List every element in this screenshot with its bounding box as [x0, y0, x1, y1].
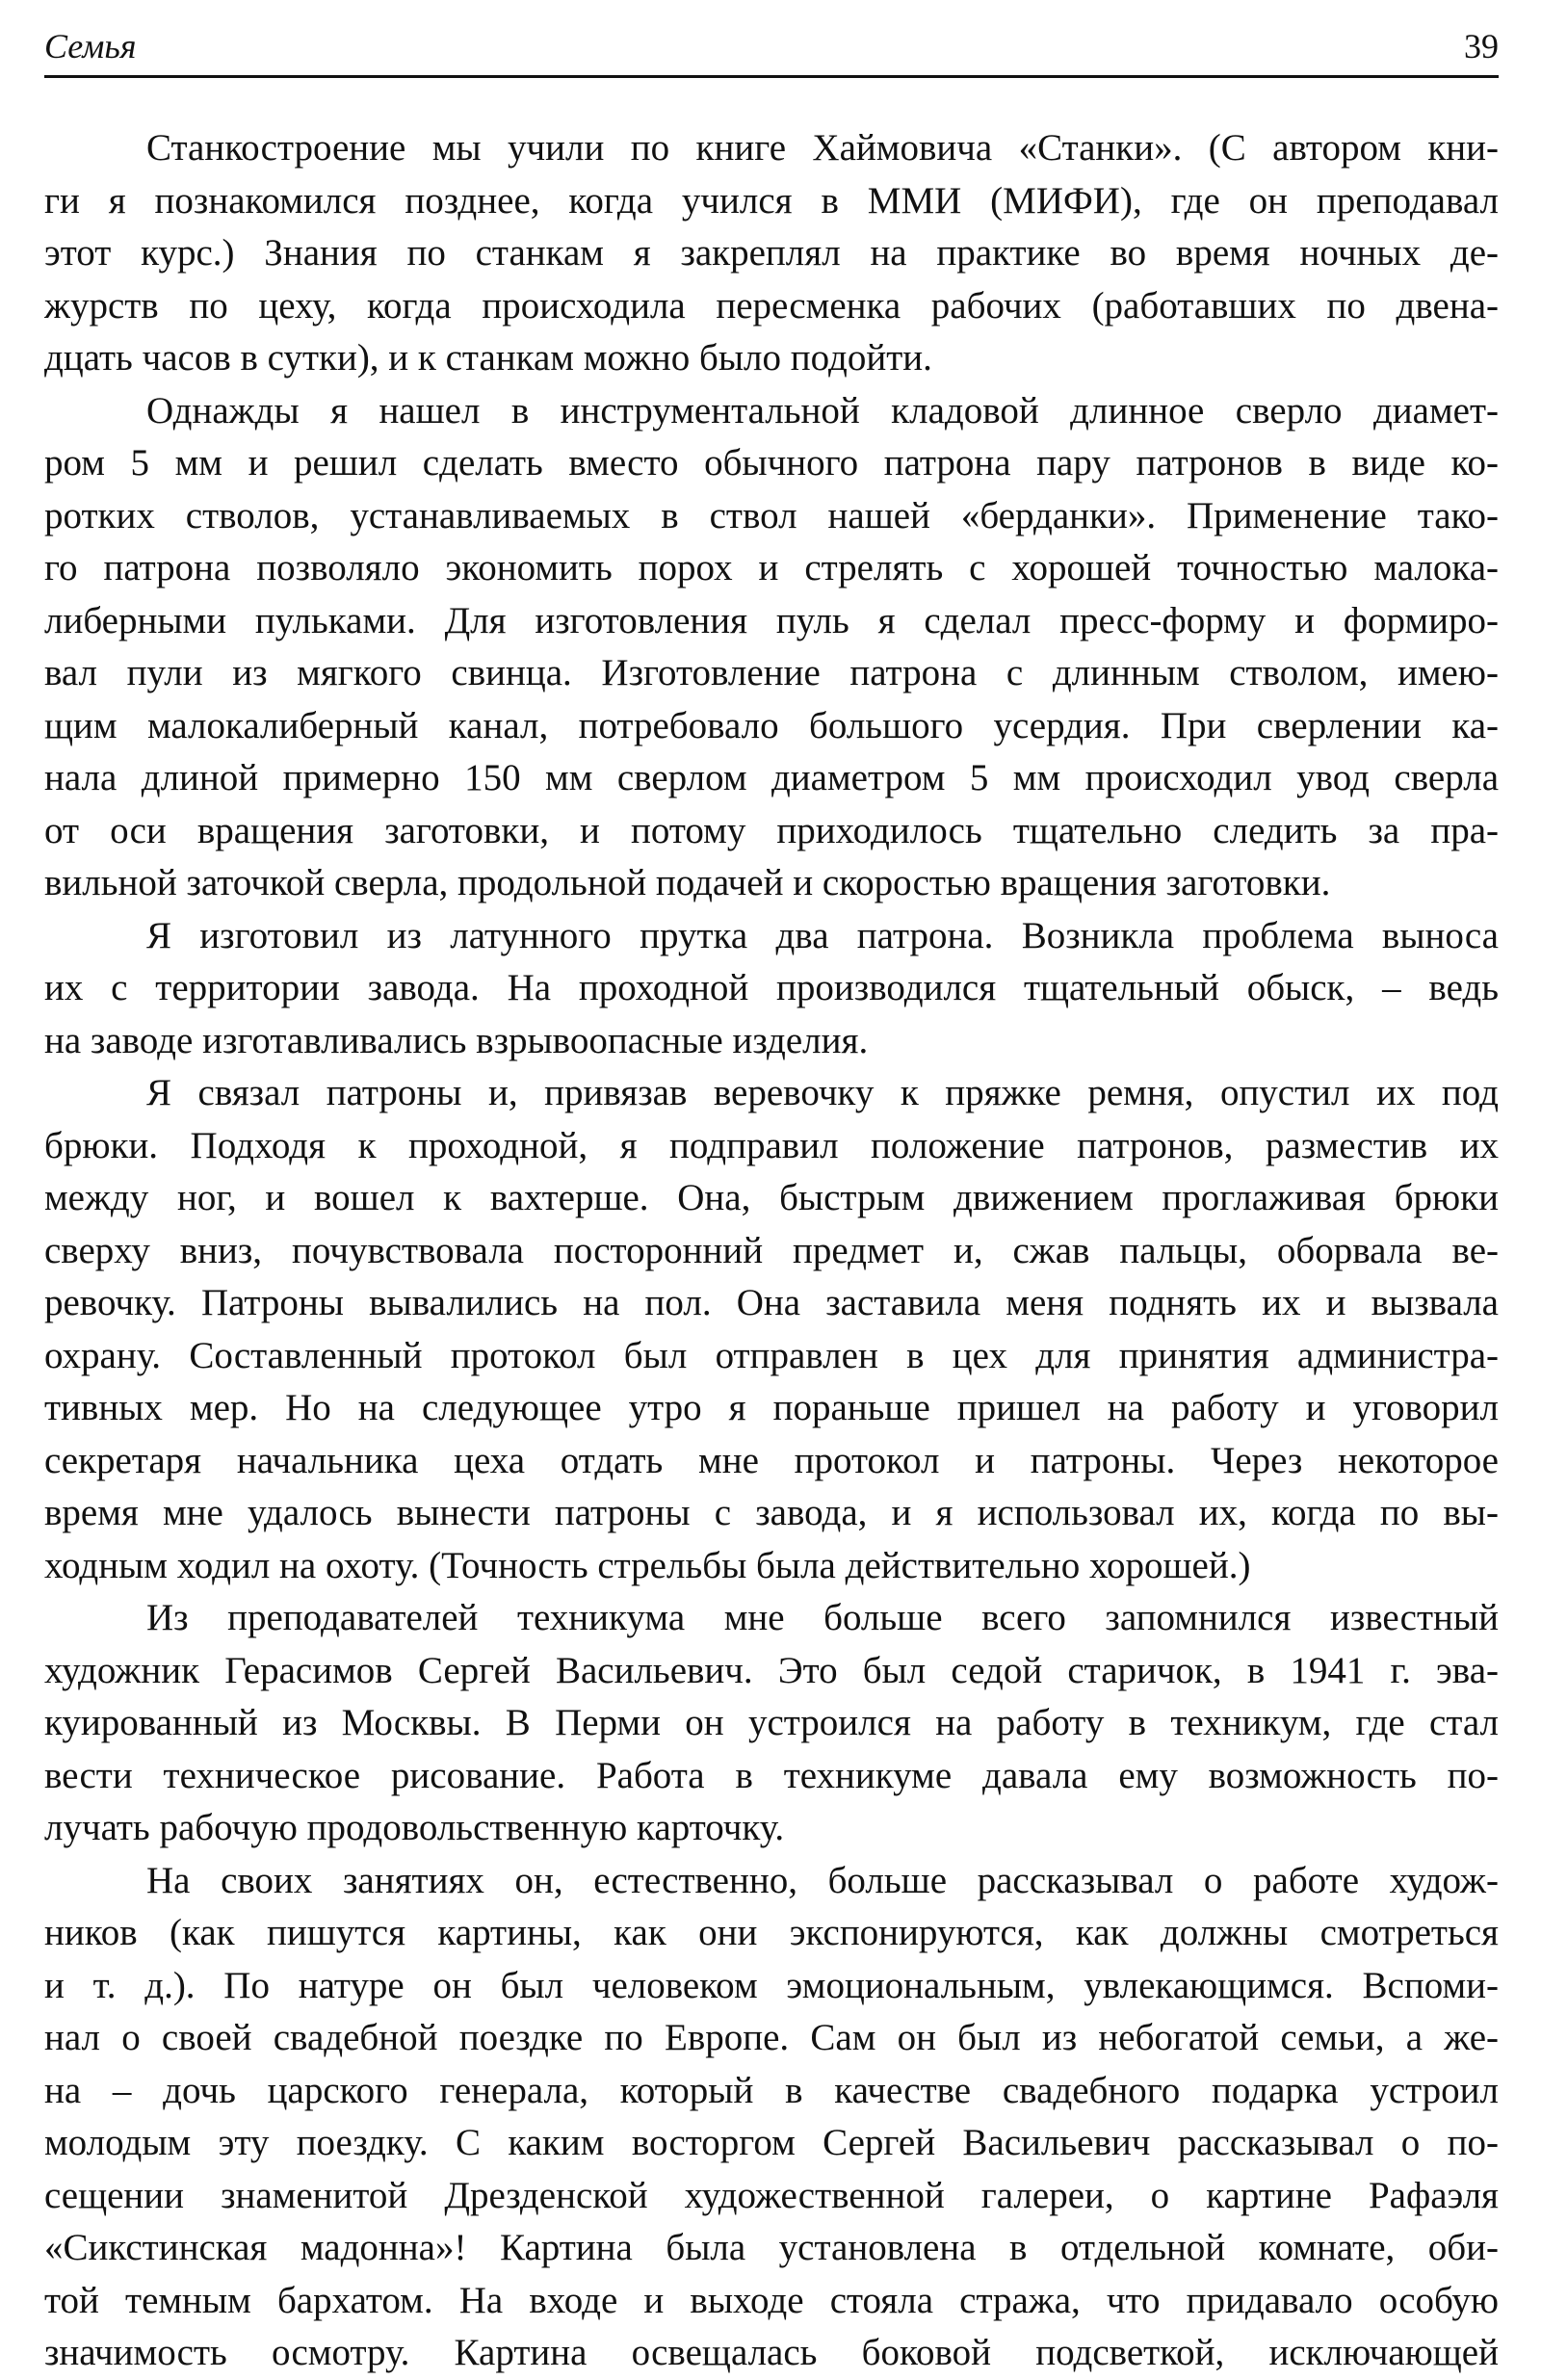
text-line: той темным бархатом. На входе и выходе стояла стража, что придавало особую	[44, 2279, 1499, 2321]
paragraph-6	[44, 1855, 1499, 2380]
text-line: На своих занятиях он, естественно, больше рассказывал о работе худож-	[146, 1859, 1499, 1901]
text-line: журств по цеху, когда происходила пересменка рабочих (работавших по двена-	[44, 284, 1499, 327]
text-line: охрану. Составленный протокол был отправлен в цех для принятия администра-	[44, 1334, 1499, 1376]
text-line: время мне удалось вынести патроны с завода, и я использовал их, когда по вы-	[44, 1492, 1499, 1533]
text-line: брюки. Подходя к проходной, я подправил положение патронов, разместив их	[44, 1124, 1499, 1166]
text-line: тивных мер. Но на следующее утро я пораньше пришел на работу и уговорил	[44, 1387, 1499, 1428]
text-line: лучать рабочую продовольственную карточку.	[44, 1807, 785, 1848]
paragraph-3	[44, 910, 1499, 1068]
paragraph-4	[44, 1067, 1499, 1592]
text-line: дцать часов в сутки), и к станкам можно было подойти.	[44, 337, 932, 379]
paragraph-5	[44, 1592, 1499, 1855]
text-line: их с территории завода. На проходной производился тщательный обыск, – ведь	[44, 967, 1499, 1008]
text-line: ревочку. Патроны вывалились на пол. Она заставила меня поднять их и вызвала	[44, 1282, 1499, 1323]
text-line: «Сикстинская мадонна»! Картина была установлена в отдельной комнате, оби-	[44, 2227, 1499, 2268]
page-number: 39	[1464, 27, 1499, 65]
text-line: на – дочь царского генерала, который в качестве свадебного подарка устроил	[44, 2069, 1499, 2111]
chapter-title: Семья	[44, 27, 137, 65]
text-line: вести техническое рисование. Работа в техникуме давала ему возможность по-	[44, 1754, 1499, 1796]
text-line: ротких стволов, устанавливаемых в ствол нашей «берданки». Применение тако-	[44, 494, 1499, 536]
paragraph-1	[44, 122, 1499, 385]
text-line: нала длиной примерно 150 мм сверлом диаметром 5 мм происходил увод сверла	[44, 757, 1499, 798]
text-line: ром 5 мм и решил сделать вместо обычного патрона пару патронов в виде ко-	[44, 442, 1499, 484]
text-line: нал о своей свадебной поездке по Европе. Сам он был из небогатой семьи, а же-	[44, 2017, 1499, 2058]
text-line: значимость осмотру. Картина освещалась боковой подсветкой, исключающей	[44, 2332, 1499, 2373]
text-line: щим малокалиберный канал, потребовало большого усердия. При сверлении ка-	[44, 704, 1499, 746]
paragraph-2	[44, 385, 1499, 910]
text-line: на заводе изготавливались взрывоопасные изделия.	[44, 1019, 869, 1061]
text-line: секретаря начальника цеха отдать мне протокол и патроны. Через некоторое	[44, 1439, 1499, 1481]
text-line: вильной заточкой сверла, продольной подачей и скоростью вращения заготовки.	[44, 862, 1331, 903]
text-line: вал пули из мягкого свинца. Изготовление патрона с длинным стволом, имею-	[44, 652, 1499, 693]
text-line: Я изготовил из латунного прутка два патрона. Возникла проблема выноса	[146, 914, 1499, 956]
text-line: Из преподавателей техникума мне больше всего запомнился известный	[146, 1597, 1499, 1638]
text-line: Однажды я нашел в инструментальной кладовой длинное сверло диамет-	[146, 389, 1499, 432]
text-line: ги я познакомился позднее, когда учился в ММИ (МИФИ), где он преподавал	[44, 179, 1499, 222]
text-line: ходным ходил на охоту. (Точность стрельбы была действительно хорошей.)	[44, 1544, 1251, 1586]
text-line: куированный из Москвы. В Перми он устроился на работу в техникум, где стал	[44, 1702, 1499, 1743]
text-line: ников (как пишутся картины, как они экспонируются, как должны смотреться	[44, 1912, 1499, 1953]
text-line: между ног, и вошел к вахтерше. Она, быстрым движением проглаживая брюки	[44, 1177, 1499, 1218]
text-line: либерными пульками. Для изготовления пуль я сделал пресс-форму и формиро-	[44, 599, 1499, 641]
text-line: от оси вращения заготовки, и потому приходилось тщательно следить за пра-	[44, 809, 1499, 851]
text-line: сещении знаменитой Дрезденской художественной галереи, о картине Рафаэля	[44, 2174, 1499, 2216]
text-line: молодым эту поездку. С каким восторгом Сергей Васильевич рассказывал о по-	[44, 2122, 1499, 2163]
running-header	[44, 21, 1499, 78]
text-line: этот курс.) Знания по станкам я закреплял на практике во время ночных де-	[44, 232, 1499, 274]
text-line: Я связал патроны и, привязав веревочку к пряжке ремня, опустил их под	[146, 1072, 1499, 1113]
body-text	[44, 122, 1499, 2380]
text-line: и т. д.). По натуре он был человеком эмоциональным, увлекающимся. Вспоми-	[44, 1964, 1499, 2006]
text-line: художник Герасимов Сергей Васильевич. Это был седой старичок, в 1941 г. эва-	[44, 1649, 1499, 1691]
text-line: сверху вниз, почувствовала посторонний предмет и, сжав пальцы, оборвала ве-	[44, 1229, 1499, 1271]
text-line: го патрона позволяло экономить порох и стрелять с хорошей точностью малока-	[44, 547, 1499, 588]
text-line: Станкостроение мы учили по книге Хаймовича «Станки». (С автором кни-	[146, 127, 1499, 169]
